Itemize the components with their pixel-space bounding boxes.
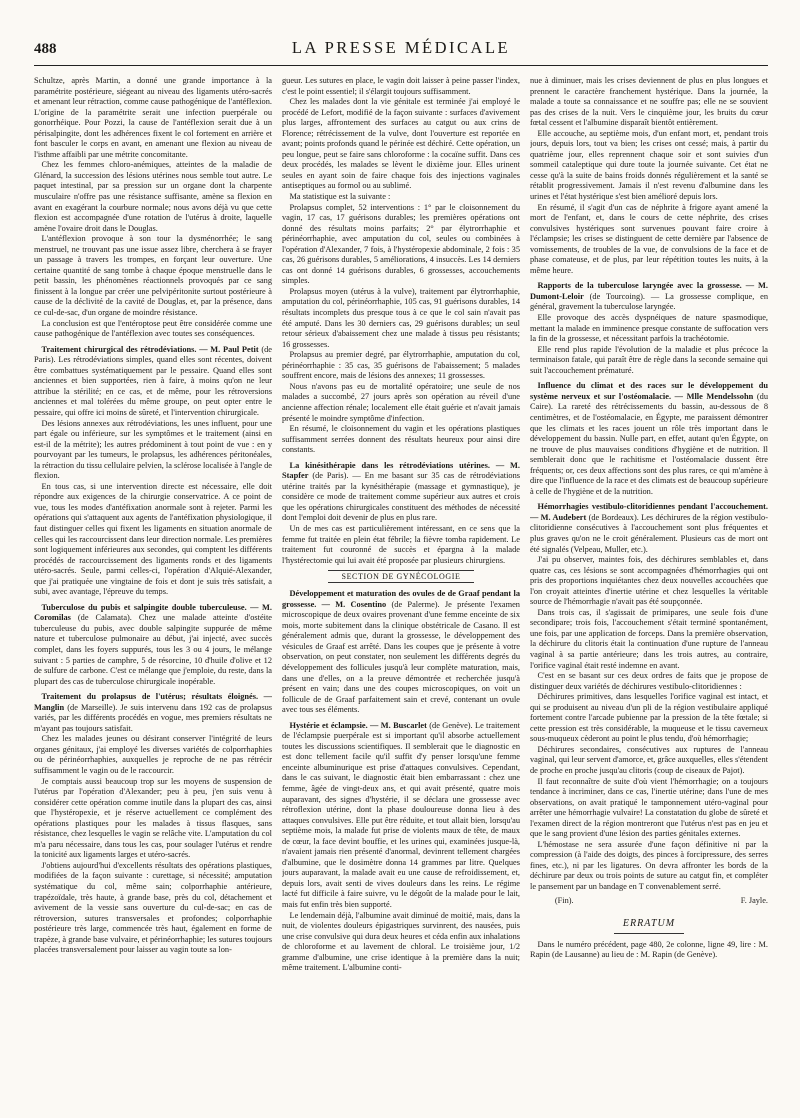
article-paragraph (530, 671, 768, 692)
article-heading: Hystérie et éclampsie. — M. Buscarlet (289, 720, 427, 730)
column-2 (282, 76, 520, 974)
paragraph-text: Elle accouche, au septième mois, d'un enfant mort, et, pendant trois jours, depuis lors, tout va bien; les crises ont cessé; mais, à partir du quatrième jour, elles reprennent chaque soir et sont suivies d'un sommeil cataleptique qui dure toute la journée suivante. Cet état ne cesse qu'à la suite de bains froids donnés régulièrement et la santé se rétablit progressivement. Jamais il n'est revenu d'albumine dans les urines et l'état hystérique s'est bien amélioré depuis lors. (530, 128, 768, 202)
paragraph-text: (du Caire). La rareté des rétrécissements du bassin, au-dessous de 8 centimètres, et de l'ostéomalacie, en Égypte, me paraissent démontrer que les climats et les races jouent un rôle très important dans le développement du bassin. Nulle part, en effet, autant qu'en Égypte, on ne trouve de plus mauvaises conditions d'hygiène et de nutrition. Il semblerait donc que le rachitisme et l'ostéomalacie dussent être fréquents; or, ces deux affections sont des plus rares, ce qui m'amène à dire que l'influence de la race et des climats est de beaucoup supérieure à celle de l'hygiène et de la nutrition. (530, 391, 768, 496)
article-paragraph (282, 382, 520, 424)
erratum-title: ERRATUM (622, 917, 676, 929)
article-lead-paragraph (34, 692, 272, 734)
paragraph-text: Un de mes cas est particulièrement intéressant, en ce sens que la femme fut traitée en plein état fébrile; la fièvre tomba rapidement. Le traitement fut couronné de succès et épargna à la malade l'hystérectomie qui lui avait été proposée par plusieurs chirurgiens. (282, 523, 520, 565)
article-paragraph (34, 234, 272, 318)
article-lead-paragraph (282, 721, 520, 911)
article-heading: Tuberculose du pubis et salpingite double tuberculeuse. — M. Coromilas (34, 602, 272, 623)
article-paragraph (530, 555, 768, 608)
article-paragraph (34, 777, 272, 861)
paragraph-text: Déchirures secondaires, consécutives aux ruptures de l'anneau vaginal, qui leur servent d'amorce, et, grâce auxquelles, elles s'étendent de proche en proche jusqu'au clitoris (coup de ciseaux de Pajot). (530, 744, 768, 775)
paragraph-text: gueur. Les sutures en place, le vagin doit laisser à peine passer l'index, c'est le point essentiel; il s'élargit toujours suffisamment. (282, 76, 520, 96)
article-paragraph (34, 419, 272, 482)
article-paragraph (530, 608, 768, 671)
article-paragraph (34, 734, 272, 776)
article-paragraph (282, 350, 520, 382)
article-lead-paragraph (530, 281, 768, 313)
article-paragraph (282, 192, 520, 203)
paragraph-text: L'antéflexion provoque à son tour la dysménorrhée; le sang menstruel, ne trouvant pas une issue assez libre, cherchera à se frayer un passage à travers les trompes, en forçant leur ouverture. Une certaine quantité de sang tombe à chaque époque menstruelle dans le petit bassin, les phénomènes réactionnels provoqués par ce sang finissent à la longue par créer une pelvipéritonite surtout postérieure à cause de la déclivité de la cavité de Douglas, et, par la présence, dans ce cul-de-sac, d'un organe de moindre résistance. (34, 234, 272, 318)
paragraph-text: J'obtiens aujourd'hui d'excellents résultats des opérations plastiques, modifiées de la façon suivante : curettage, si nécessité; amputation systématique du col, même sain; colporrhaphie antérieure, trapézoïdale, très haute, à grande base, près du col, détachement et avivement de la vessie sans ouverture du cul-de-sac; en cas de rétroversion, sutures transversales et profondes; colporrhaphie postérieure très large, commencée très haut, également en forme de trapèze, à grande base vulvaire, et périnéorrhaphie; les sutures toujours placées transversalement pour laisser au vagin toute sa lon- (34, 860, 272, 955)
article-heading: Développement et maturation des ovules de de Graaf pendant la grossesse. — M. Cosentino (282, 589, 520, 609)
paragraph-text: Déchirures primitives, dans lesquelles l'orifice vaginal est intact, et qui se produisent au niveau d'un pli de la région vestibulaire appliqué fortement contre l'arcade pubienne par la pression de la tête fœtale; si cette pression est très considérable, la muqueuse et le tissu caverneux sous-muqueux cèderont au point le plus tendu, d'où hémorrhagie; (530, 692, 768, 744)
article-paragraph (282, 287, 520, 350)
signoff-end-mark: (Fin). (554, 895, 574, 905)
paragraph-text: Chez les femmes chloro-anémiques, atteintes de la maladie de Glénard, la succession des lésions utérines nous semble tout autre. Le paquet intestinal, par sa pression sur un organe dont la charpente musculaire n'offre pas une résistance suffisante, amène sa flexion en avant en exagérant la courbure normale; nous avons déjà vu que cette flexion est accompagnée d'une rotation de l'utérus à droite, laquelle amène l'ovaire droit dans le Douglas. (34, 160, 272, 233)
paragraph-text: Il faut reconnaître de suite d'où vient l'hémorrhagie; on a toujours tendance à incriminer, dans ce cas, l'inertie utérine; dans l'une de mes observations, on avait pratiqué le tamponnement utéro-vaginal pour arrêter une hémorrhagie vulvaire! La constatation du globe de sûreté et l'examen direct de la région montreront que l'utérus n'est pas en jeu et que le sang provient d'une lésion des parties génitales externes. (530, 776, 768, 839)
paragraph-text: Ma statistique est la suivante : (289, 192, 391, 202)
article-lead-paragraph (34, 603, 272, 687)
article-lead-paragraph (282, 461, 520, 524)
article-paragraph (282, 203, 520, 287)
column-1 (34, 76, 272, 974)
section-heading-text: SECTION DE GYNÉCOLOGIE (328, 570, 475, 583)
article-paragraph (530, 76, 768, 129)
paragraph-text: (de Palerme). Je présente l'examen microscopique de deux ovaires provenant d'une femme enceinte de six mois, morte subitement dans la clinique obstétricale de Casano. Il est généralement admis que, durant la grossesse, le développement des vésicules de Graaf est arrêté. Dans les coupes que je présente à votre observation, on peut constater, non seulement les différents degrés du développement des follicules jusqu'à leur complète maturation, mais, dans une d'elles, on a la preuve démontrée et recherchée jusqu'à présent en vain; dans une des coupes microscopiques, on voit un follicule de de Graaf parfaitement sain et crevé, contenant un ovule avec tous ses éléments. (282, 599, 520, 715)
page-number: 488 (34, 41, 57, 57)
column-3 (530, 76, 768, 974)
article-heading: Influence du climat et des races sur le développement du système nerveux et sur l'ostéomalacie. — Mlle Mendelssohn (530, 381, 768, 401)
article-paragraph (34, 861, 272, 956)
article-paragraph (282, 911, 520, 974)
article-paragraph (530, 129, 768, 203)
article-paragraph (34, 76, 272, 160)
paragraph-text: (de Marseille). Je suis intervenu dans 192 cas de prolapsus variés, par les différents procédés en vogue, mes premiers résultats ne m'ayant pas toujours satisfait. (34, 702, 272, 733)
article-heading: Traitement chirurgical des rétrodéviations. — M. Paul Petit (41, 344, 259, 354)
journal-title: LA PRESSE MÉDICALE (291, 38, 511, 57)
paragraph-text: (de Paris). Les rétrodéviations simples, quand elles sont récentes, doivent être combattues systématiquement par le pessaire. Quand elles sont anciennes et bien supportées, rien à faire, à moins qu'on ne leur attribue la stérilité; en ce cas, et de même, pour les rétroversions anciennes et mal tolérées du même groupe, on peut opter entre le pessaire, qui offre ici moins de sûreté, et l'intervention chirurgicale. (34, 344, 272, 417)
author-signature: F. Jayle. (740, 895, 768, 905)
article-paragraph (34, 319, 272, 340)
paragraph-text: Le lendemain déjà, l'albumine avait diminué de moitié, mais, dans la nuit, de violentes douleurs épigastriques survinrent, des nausées, puis une crise convulsive qui dura deux heures et céda enfin aux inhalations de chloroforme et au lavement de chloral. Le troisième jour, 1/2 gramme d'albumine, une crise identique à la première dans la nuit; même traitement. L'albumine conti- (282, 910, 520, 973)
paragraph-text: Elle provoque des accès dyspnéiques de nature spasmodique, mettant la malade en imminence presque constante de suffocation vers la fin de la grossesse, et nécessitant parfois la trachéotomie. (530, 313, 768, 344)
paragraph-text: (de Bordeaux). Les déchirures de la région vestibulo-clitoridienne consécutives à l'accouchement sont plus fréquentes et plus graves qu'on ne le croit généralement. Plusieurs cas de mort ont été signalés (Velpeau, Muller, etc.). (530, 512, 768, 554)
paragraph-text: Prolapsus moyen (utérus à la vulve), traitement par élytrorrhaphie, amputation du col, périnéorrhaphie, 105 cas, 91 guérisons durables, 14 résultats incomplets dus presque tous à ce que le col sain n'avait pas été amputé. Dans les 30 derniers cas, 29 guérisons durables; un seul retour sérieux d'abaissement chez une malade à tissus peu résistants; 16 grossesses. (282, 286, 520, 349)
paragraph-text: C'est en se basant sur ces deux ordres de faits que je propose de distinguer deux variétés de déchirures vestibulo-clitoridiennes : (530, 671, 768, 691)
paragraph-text: (de Tourcoing). — La grossesse complique, en général, gravement la tuberculose laryngée. (530, 291, 768, 312)
paragraph-text: nue à diminuer, mais les crises deviennent de plus en plus longues et prennent le caractère franchement hystérique. Dans la journée, la malade a toute sa connaissance et ne souffre pas; elle ne se souvient pas des crises de la nuit. Vers le cinquième jour, les bruits du cœur fœtal cessent et l'albumine disparaît bientôt entièrement. (530, 76, 768, 128)
paragraph-text: L'hémostase ne sera assurée d'une façon définitive ni par la compression (à l'aide des doigts, des pinces à forcipressure, des serres fines, etc.), ni par les ligatures. On devra affronter les bords de la déchirure par deux ou trois points de suture au catgut fin, et compléter le pansement par un bandage en T convenablement serré. (530, 839, 768, 892)
article-paragraph (282, 76, 520, 97)
section-heading (282, 570, 520, 583)
header-rule (34, 65, 768, 66)
paragraph-text: (de Calamata). Chez une malade atteinte d'ostéite tuberculeuse du pubis, avec double salpingite suppurée de même nature et tuberculose pulmonaire au début, j'ai injecté, avec succès complet, dans les foyers suppurés, tous les 3 ou 4 jours, le mélange suivant : 5 parties de camphre, 5 de résorcine, 10 d'huile d'olive et 12 de sulfure de carbone. C'est ce mélange que j'emploie, du reste, dans la plupart des cas de tuberculose chirurgicale inopérable. (34, 613, 272, 686)
article-signoff (530, 895, 768, 906)
article-lead-paragraph (282, 589, 520, 716)
page-header (34, 38, 768, 60)
article-heading: La kinésithérapie dans les rétrodéviations utérines. — M. Stapfer (282, 460, 520, 481)
paragraph-text: Elle rend plus rapide l'évolution de la maladie et plus précoce la terminaison fatale, qui paraît être de règle dans la seconde semaine qui suit l'accouchement prématuré. (530, 344, 768, 375)
paragraph-text: J'ai pu observer, maintes fois, des déchirures semblables et, dans quatre cas, ces lésions se sont accompagnées d'hémorrhagies qui ont pris des proportions inquiétantes chez deux nouvelles accouchées que l'on croyait atteintes d'inertie utérine et chez lesquelles la véritable source de l'hémorrhagie n'avait pas été soupçonnée. (530, 555, 768, 607)
paragraph-text: Des lésions annexes aux rétrodéviations, les unes influent, pour une part égale ou inférieure, sur les symptômes et le traitement (ainsi en est-il de la métrite); les autres prédominent à tout point de vue : en y pourvoyant par les tumeurs, le prolapsus, les adhérences péritonéales, la rétraction du tissu cellulaire pelvien, la sclérose localisée à l'angle de flexion. (34, 418, 272, 481)
paragraph-text: En tous cas, si une intervention directe est nécessaire, elle doit répondre aux exigences de la chirurgie conservatrice. A ce point de vue, tous les modes d'antéfixation anormale sont à rejeter. Parmi les opérations qui s'attaquent aux agents de l'antéfixation physiologique, il faut distinguer celles qui fixent les ligaments en situation anormale de celles qui les raccourcissent dans leur direction normale. Les premières sont logiquement inférieures aux secondes, qui comptent les différents procédés de raccourcissement des ligaments ronds et des ligaments utéro-sacrés. Seule, parmi celles-ci, l'opération d'Alquié-Alexander, que j'ai pratiquée une vingtaine de fois et dont je suis très satisfait, a subi, avec avantage, l'épreuve du temps. (34, 481, 272, 597)
article-lead-paragraph (34, 345, 272, 419)
paragraph-text: (de Paris). — En me basant sur 35 cas de rétrodéviations utérine traités par la kynésithérapie (massage et gymnastique), je considère ce mode de traitement comme supérieur aux autres et crois que les opérations chirurgicales constituent des méthodes de nécessité dont l'emploi doit devenir de plus en plus rare. (282, 471, 520, 523)
paragraph-text: Chez les malades dont la vie génitale est terminée j'ai employé le procédé de Lefort, modifié de la façon suivante : surfaces d'avivement plus larges, affrontement des surfaces au catgut ou aux crins de Florence; rétrécissement de la vulve, dont l'ouverture est reportée en avant; points profonds quand le périnée est déchiré. Cette opération, un peu longue, peut se faire sans chloroforme : la cocaïne suffit. Dans ces deux procédés, les malades se lèvent le dixième jour. Elles urinent seules en ayant soin de faire chaque fois des injections vaginales antiseptiques au formol ou au sublimé. (282, 97, 520, 191)
erratum-rule (614, 933, 684, 934)
paragraph-text: La conclusion est que l'entéroptose peut être considérée comme une cause pathogénique de l'antéflexion avec toutes ses conséquences. (34, 318, 272, 339)
article-heading: Hémorrhagies vestibulo-clitoridiennes pendant l'accouchement. — M. Audebert (530, 502, 768, 522)
paragraph-text: Nous n'avons pas eu de mortalité opératoire; une seule de nos malades a succombé, 27 jours après son opération au réveil d'une ancienne affection rénale; localement elle était guérie et n'avait jamais présenté le moindre symptôme d'infection. (282, 381, 520, 423)
paragraph-text: En résumé, le cloisonnement du vagin et les opérations plastiques suffisamment serrées donnent des résultats heureux pour ainsi dire constants. (282, 424, 520, 455)
article-paragraph (530, 745, 768, 777)
columns (34, 76, 768, 974)
article-heading: Traitement du prolapsus de l'utérus; résultats éloignés. — Manglin (34, 692, 272, 712)
article-paragraph (530, 345, 768, 377)
article-lead-paragraph (530, 381, 768, 497)
article-heading: Rapports de la tuberculose laryngée avec la grossesse. — M. Dumont-Leloir (530, 281, 768, 301)
article-paragraph (282, 424, 520, 456)
paragraph-text: Schultze, après Martin, a donné une grande importance à la paramétrite postérieure, siégeant au niveau des ligaments utéro-sacrés et amenant leur rétraction, comme cause pathogénique de l'antéflexion. L'origine de la paramétrite serait une infection puerpérale ou gonorrhéique. Pour Pozzi, la cause de l'antéflexion serait due à un périsalpingite, dont les adhérences fixent le col fortement en arrière et font basculer le corps en avant, en amenant une flexion au niveau de l'isthme affaibli par une métrite concomitante. (34, 76, 272, 159)
paragraph-text: Prolapsus complet, 52 interventions : 1° par le cloisonnement du vagin, 17 cas, 17 guérisons durables; les premières opérations ont donné des résultats moins parfaits; 2° par élytrorrhaphie et périnéorrhaphie, avec amputation du col, seules ou combinées à l'opération d'Alexander, 7 fois, à l'hystéropexie abdominale, 2 fois : 35 cas, 26 guérisons durables, 5 améliorations, 4 insuccès. Les 14 derniers cas ont donné 14 guérisons durables, 6 grossesses, accouchements simples. (282, 202, 520, 286)
article-paragraph (282, 524, 520, 566)
article-paragraph (530, 777, 768, 840)
paragraph-text: Chez les malades jeunes ou désirant conserver l'intégrité de leurs organes génitaux, j'ai employé les diverses variétés de colporrhaphies ou de périnéorrhaphies, auxquelles je reproche de ne pas rétrécir suffisamment le vagin ou de le raccourcir. (34, 734, 272, 775)
article-paragraph (530, 313, 768, 345)
article-lead-paragraph (530, 502, 768, 555)
article-paragraph (530, 840, 768, 893)
article-paragraph (530, 692, 768, 745)
article-paragraph (34, 160, 272, 234)
article-paragraph (282, 97, 520, 192)
paragraph-text: (de Genève). Le traitement de l'éclampsie puerpérale est si important qu'il absorbe actuellement toutes les discussions scientifiques. Il semblerait que le diagnostic en est donc tellement facile qu'il suffit d'y penser lorsqu'une femme enceinte albuminurique est prise d'attaques convulsives. Cependant, dans le cas suivant, le diagnostic était bien embarrassant : chez une femme, âgée de vingt-deux ans, et qui avait présenté, quatre mois auparavant, des signes d'hystérie, il se déclara une grossesse avec rétroflexion utérine, dont la phase douloureuse donna lieu à des attaques convulsives. Elle put être réduite, et tout allait bien, lorsqu'au septième mois, la malade fut prise de violents maux de tête, de maux de cœur, la face devint bouffie, et les urines qui, examinées jusque-là, n'avaient jamais rien présenté d'anormal, devinrent tellement chargées d'albumine, que le dosimètre donna 14 grammes par litre. Quelques jours auparavant, la malade avait eu une cause de refroidissement, et, depuis lors, avait senti de vives douleurs dans les reins. Le régime lacté fut difficile à faire suivre, vu le dégoût de la malade pour le lait, mais fut enfin très bien supporté. (282, 720, 520, 910)
paragraph-text: Dans trois cas, il s'agissait de primipares, une seule fois d'une secondipare; trois fois, l'accouchement s'était terminé spontanément, une fois, par une application de forceps. Dans la première observation, la déchirure du clitoris était la continuation d'une rupture de l'anneau vaginal à sa partie antérieure; dans les trois autres, au contraire, l'orifice vaginal était resté indemne en avant. (530, 607, 768, 670)
erratum-text: Dans le numéro précédent, page 480, 2e colonne, ligne 49, lire : M. Rapin (de Lausanne) au lieu de : M. Rapin (de Genève). (530, 939, 768, 960)
article-paragraph (34, 482, 272, 598)
paragraph-text: En résumé, il s'agit d'un cas de néphrite à frigore ayant amené la mort de l'enfant, et, dans le cours de cette néphrite, des crises convulsives hystériques sont survenues pouvant faire croire à l'éclampsie; les crises se distinguent de cette dernière par l'absence de vomissements, de troubles de la vue, de convulsions de la face et de phase comateuse, et de plus, par leur répétition toutes les nuits, à la même heure. (530, 202, 768, 275)
paragraph-text: Prolapsus au premier degré, par élytrorrhaphie, amputation du col, périnéorrhaphie : 35 cas, 35 guérisons de l'abaissement; 5 malades souffrent encore, mais de lésions des annexes; 11 grossesses. (282, 350, 520, 381)
paragraph-text: Je comptais aussi beaucoup trop sur les moyens de suspension de l'utérus par l'opération d'Alexander; peu à peu, j'en suis venu à considérer cette opération comme inutile dans la plupart des cas, ainsi que l'hystéropexie, et je réserve actuellement ce complément des opérations plastiques pour les malades à tissus flasques, sans résistance, chez lesquelles le vagin se relâche vite. L'amputation du col m'a paru nécessaire, dans tous les cas, pour soulager l'utérus et rendre la tonicité aux ligaments larges et utéro-sacrés. (34, 776, 272, 860)
article-paragraph (530, 203, 768, 277)
